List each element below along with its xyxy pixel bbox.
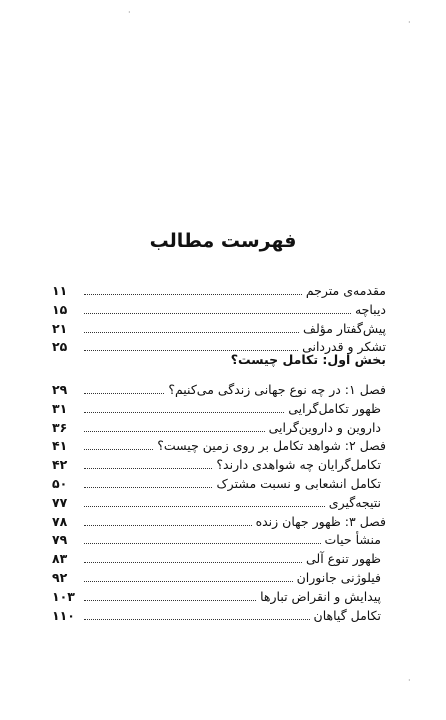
toc-page-number: ۸۳ — [52, 551, 68, 567]
toc-page-number: ۷۹ — [52, 532, 68, 548]
dot-leader — [84, 441, 153, 450]
toc-page-number: ۱۱ — [52, 283, 68, 298]
dot-leader — [84, 592, 256, 601]
toc-entry-title: تکامل‌گرایان چه شواهدی دارند؟ — [216, 457, 381, 473]
toc-entry — [52, 570, 386, 589]
toc-page-number: ۱۱۰ — [52, 607, 75, 623]
toc-entry-title: ظهور تنوع آلی — [305, 551, 381, 567]
toc-entry — [52, 532, 386, 551]
toc-page-number: ۲۹ — [52, 382, 68, 397]
toc-page-number: ۴۱ — [52, 438, 68, 454]
toc-page-number: ۷۸ — [52, 513, 68, 529]
toc-entry-title: تشکر و قدردانی — [302, 339, 386, 355]
toc-entry-title: دیباچه — [354, 301, 386, 317]
toc-page-number: ۲۱ — [52, 320, 68, 336]
toc-page-number: ۱۰۳ — [52, 588, 75, 604]
toc-entry — [52, 283, 386, 302]
dot-leader — [84, 611, 310, 620]
toc-entry — [52, 321, 386, 340]
dot-leader — [84, 517, 252, 526]
scan-speck: · — [128, 8, 131, 17]
toc-entry-title: فصل ۲: شواهد تکامل بر روی زمین چیست؟ — [157, 438, 386, 454]
dot-leader — [84, 554, 302, 563]
chapter-list — [52, 382, 386, 626]
toc-page-number: ۴۲ — [52, 457, 68, 473]
toc-page-number: ۱۵ — [52, 301, 68, 317]
toc-entry — [52, 589, 386, 608]
toc-entry — [52, 495, 386, 514]
toc-entry-title: پیدایش و انقراض تبارها — [260, 588, 381, 604]
toc-page-number: ۲۵ — [52, 339, 68, 355]
toc-entry-title: ظهور تکامل‌گرایی — [288, 400, 381, 416]
toc-entry-title: فصل ۳: ظهور جهان زنده — [255, 513, 386, 529]
toc-page-number: ۳۱ — [52, 400, 68, 416]
toc-entry — [52, 382, 386, 401]
toc-entry — [52, 401, 386, 420]
toc-entry-title: تکامل گیاهان — [313, 607, 381, 623]
front-matter-list — [52, 283, 386, 358]
toc-entry — [52, 551, 386, 570]
toc-entry-title: فیلوژنی جانوران — [296, 569, 381, 585]
toc-entry-title: پیش‌گفتار مؤلف — [303, 320, 386, 336]
toc-page-number: ۷۷ — [52, 494, 68, 510]
dot-leader — [84, 324, 299, 333]
toc-entry-title: مقدمه‌ی مترجم — [305, 283, 386, 298]
toc-entry-title: فصل ۱: در چه نوع جهانی زندگی می‌کنیم؟ — [168, 382, 386, 397]
toc-entry — [52, 608, 386, 627]
toc-page-number: ۹۲ — [52, 569, 68, 585]
toc-entry — [52, 302, 386, 321]
toc-entry-title: منشأ حیات — [324, 532, 381, 548]
toc-entry — [52, 457, 386, 476]
section-heading: بخش اول: تکامل چیست؟ — [230, 352, 386, 367]
dot-leader — [84, 479, 212, 488]
toc-entry — [52, 438, 386, 457]
scan-speck: · — [408, 18, 411, 27]
toc-entry — [52, 514, 386, 533]
toc-entry-title: داروین و داروین‌گرایی — [268, 419, 381, 435]
dot-leader — [84, 498, 325, 507]
toc-entry-title: نتیجه‌گیری — [328, 494, 381, 510]
toc-page-number: ۳۶ — [52, 419, 68, 435]
dot-leader — [84, 573, 293, 582]
toc-page-number: ۵۰ — [52, 475, 68, 491]
dot-leader — [84, 305, 351, 314]
dot-leader — [84, 385, 164, 394]
dot-leader — [84, 535, 321, 544]
page-title: فهرست مطالب — [149, 230, 297, 252]
scan-speck: · — [408, 676, 411, 685]
toc-entry — [52, 476, 386, 495]
dot-leader — [84, 404, 284, 413]
dot-leader — [84, 286, 302, 295]
dot-leader — [84, 460, 212, 469]
toc-entry — [52, 420, 386, 439]
toc-entry-title: تکامل انشعابی و نسبت مشترک — [216, 475, 381, 491]
dot-leader — [84, 342, 298, 351]
dot-leader — [84, 423, 265, 432]
